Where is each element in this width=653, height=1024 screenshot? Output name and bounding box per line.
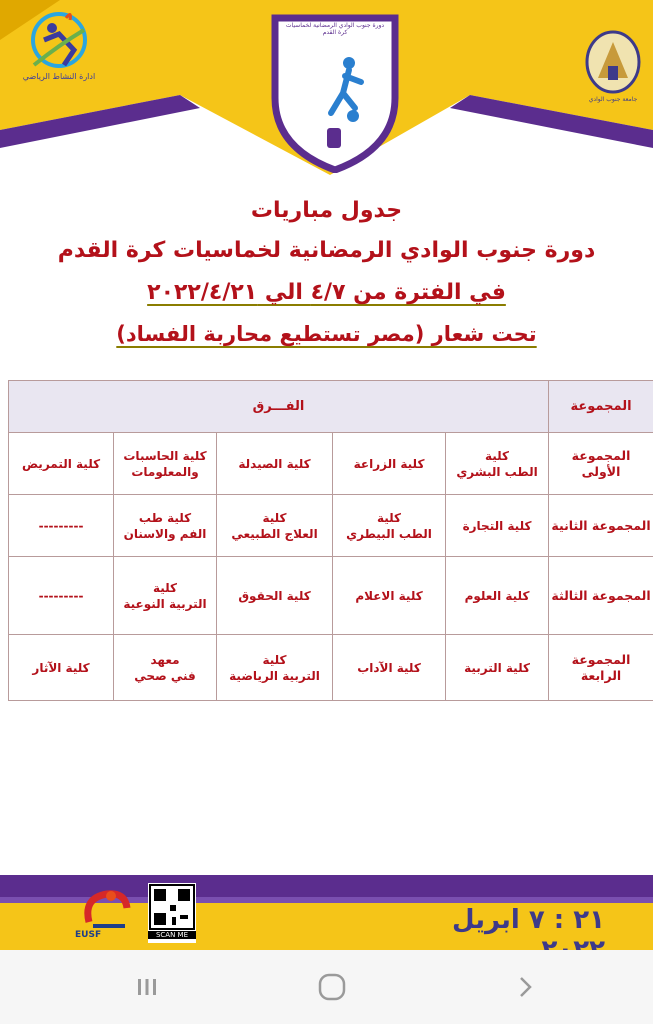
qr-scan-label: SCAN ME <box>148 931 196 939</box>
team-cell: كلية العلاج الطبيعي <box>217 495 333 557</box>
team-cell: كلية العلوم <box>446 557 549 635</box>
team-cell: كلية الآداب <box>333 635 446 701</box>
group-label: المجموعة الثالثة <box>549 557 653 635</box>
eusf-label: EUSF <box>75 930 102 940</box>
recent-apps-button[interactable] <box>130 970 164 1004</box>
title-tournament: دورة جنوب الوادي الرمضانية لخماسيات كرة القدم <box>57 238 596 263</box>
footer-date: ٢١ : ٧ ابريل <box>451 905 605 935</box>
team-cell: كلية الزراعة <box>333 433 446 495</box>
university-logo-caption: جامعة جنوب الوادي <box>588 96 638 103</box>
eusf-logo <box>75 882 137 944</box>
sports-activity-logo-caption: ادارة النشاط الرياضي <box>22 72 96 81</box>
android-nav-bar <box>0 950 653 1024</box>
team-cell: كلية التمريض <box>9 433 114 495</box>
team-cell: كلية الطب البيطري <box>333 495 446 557</box>
team-cell: --------- <box>9 495 114 557</box>
team-cell: كلية الآثار <box>9 635 114 701</box>
team-cell: كلية الحاسبات والمعلومات <box>114 433 217 495</box>
team-cell: كلية الاعلام <box>333 557 446 635</box>
university-logo <box>580 28 646 110</box>
qr-code <box>148 883 196 943</box>
home-button[interactable] <box>312 970 352 1004</box>
eusf-logo-icon <box>75 882 137 934</box>
team-cell: كلية التربية الرياضية <box>217 635 333 701</box>
table-row <box>9 495 653 557</box>
team-cell: كلية طب الفم والاسنان <box>114 495 217 557</box>
table-row <box>9 433 653 495</box>
group-label: المجموعة الرابعة <box>549 635 653 701</box>
title-period: في الفترة من ٤/٧ الي ٢٠٢٢/٤/٢١ <box>147 280 506 305</box>
header-teams: الفـــرق <box>9 381 549 433</box>
sports-activity-logo <box>14 10 104 90</box>
tournament-shield-logo <box>265 8 405 173</box>
team-cell: كلية الحقوق <box>217 557 333 635</box>
recent-apps-icon <box>135 976 159 998</box>
team-cell: كلية التربية <box>446 635 549 701</box>
back-button[interactable] <box>508 970 542 1004</box>
groups-table <box>8 380 653 701</box>
group-label: المجموعة الأولى <box>549 433 653 495</box>
table-row <box>9 635 653 701</box>
header-group: المجموعة <box>549 381 653 433</box>
title-schedule: جدول مباريات <box>250 198 403 223</box>
group-label: المجموعة الثانية <box>549 495 653 557</box>
tournament-shield-caption: دورة جنوب الوادي الرمضانية لخماسيات كرة القدم <box>285 22 385 36</box>
home-icon <box>317 972 347 1002</box>
team-cell: --------- <box>9 557 114 635</box>
qr-code-icon <box>148 883 196 931</box>
team-cell: كلية التجارة <box>446 495 549 557</box>
team-cell: كلية الصيدلة <box>217 433 333 495</box>
team-cell: معهد فني صحي <box>114 635 217 701</box>
table-row <box>9 557 653 635</box>
team-cell: كلية التربية النوعية <box>114 557 217 635</box>
title-slogan: تحت شعار (مصر تستطيع محاربة الفساد) <box>116 322 537 346</box>
chevron-right-icon <box>515 975 535 999</box>
team-cell: كلية الطب البشري <box>446 433 549 495</box>
